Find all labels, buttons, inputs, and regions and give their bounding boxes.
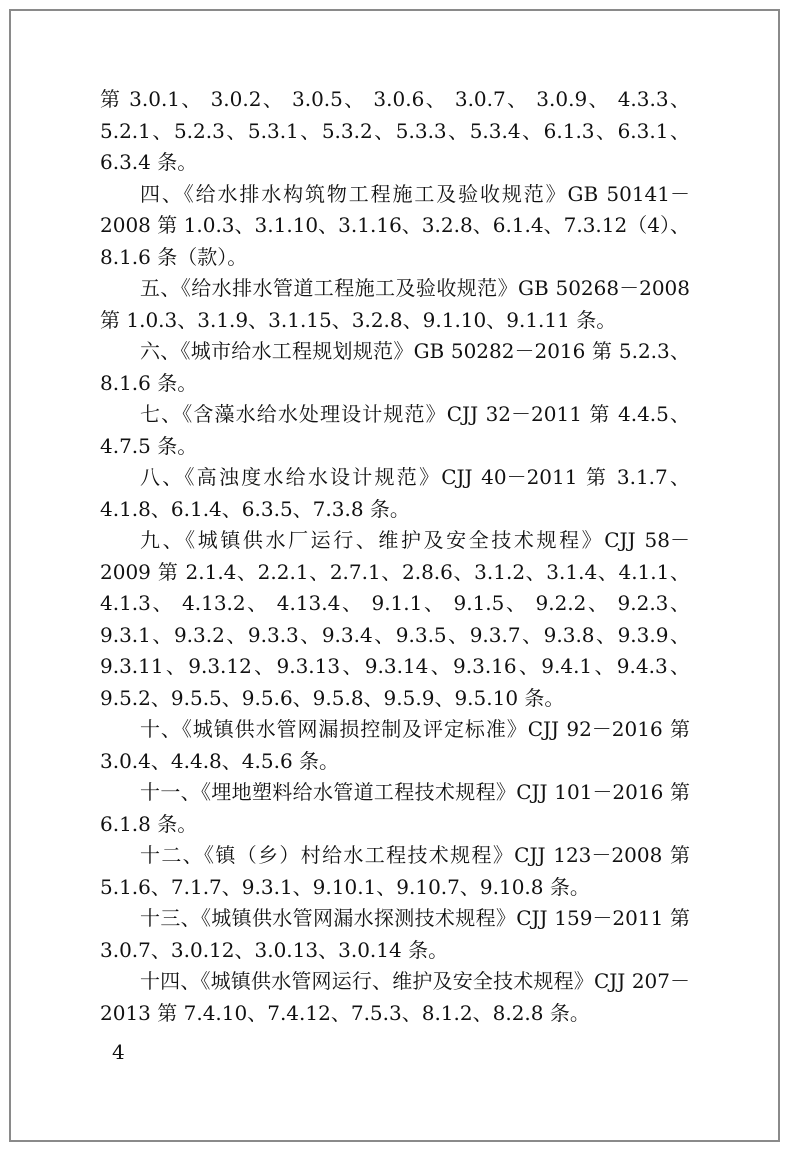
paragraph-item-5 <box>100 273 690 336</box>
text-line: 4.7.5 条。 <box>100 433 198 458</box>
text-line: 8.1.6 条（款）。 <box>100 244 248 269</box>
page-number: 4 <box>112 1040 125 1064</box>
text-line: 九、《城镇供水厂运行、维护及安全技术规程》CJJ 58－ <box>140 528 690 552</box>
paragraph-item-4 <box>100 179 690 274</box>
text-line: 9.3.1、9.3.2、9.3.3、9.3.4、9.3.5、9.3.7、9.3.8、9.3.9、 <box>100 622 690 647</box>
text-line: 第 3.0.1、 3.0.2、 3.0.5、 3.0.6、 3.0.7、 3.0.9、 4.3.3、 <box>100 87 690 111</box>
text-line: 9.5.2、9.5.5、9.5.6、9.5.8、9.5.9、9.5.10 条。 <box>100 685 565 710</box>
text-line: 十二、《镇（乡）村给水工程技术规程》CJJ 123－2008 第 <box>140 843 690 867</box>
paragraph-item-12 <box>100 840 690 903</box>
text-line: 十四、《城镇供水管网运行、维护及安全技术规程》CJJ 207－ <box>140 969 690 993</box>
text-line: 6.1.8 条。 <box>100 811 198 836</box>
paragraph-item-11 <box>100 777 690 840</box>
text-line: 2009 第 2.1.4、2.2.1、2.7.1、2.8.6、3.1.2、3.1.4、4.1.1、 <box>100 559 690 584</box>
paragraph-item-9 <box>100 525 690 714</box>
text-line: 五、《给水排水管道工程施工及验收规范》GB 50268－2008 <box>140 276 690 300</box>
paragraph-item-7 <box>100 399 690 462</box>
text-line: 七、《含藻水给水处理设计规范》CJJ 32－2011 第 4.4.5、 <box>140 402 690 426</box>
text-line: 2013 第 7.4.10、7.4.12、7.5.3、8.1.2、8.2.8 条。 <box>100 1000 590 1025</box>
text-line: 八、《高浊度水给水设计规范》CJJ 40－2011 第 3.1.7、 <box>140 465 690 489</box>
paragraph-item-10 <box>100 714 690 777</box>
text-line: 5.2.1、5.2.3、5.3.1、5.3.2、5.3.3、5.3.4、6.1.3、6.3.1、 <box>100 118 690 143</box>
paragraph-item-8 <box>100 462 690 525</box>
text-line: 六、《城市给水工程规划规范》GB 50282－2016 第 5.2.3、 <box>140 339 690 363</box>
text-line: 3.0.7、3.0.12、3.0.13、3.0.14 条。 <box>100 937 449 962</box>
text-line: 8.1.6 条。 <box>100 370 198 395</box>
text-line: 3.0.4、4.4.8、4.5.6 条。 <box>100 748 340 773</box>
paragraph-continued <box>100 84 690 179</box>
text-line: 9.3.11、9.3.12、9.3.13、9.3.14、9.3.16、9.4.1、9.4.3、 <box>100 654 690 678</box>
text-line: 4.1.3、 4.13.2、 4.13.4、 9.1.1、 9.1.5、 9.2.2、 9.2.3、 <box>100 591 690 615</box>
text-line: 2008 第 1.0.3、3.1.10、3.1.16、3.2.8、6.1.4、7.3.12（4）、 <box>100 213 690 237</box>
text-line: 十三、《城镇供水管网漏水探测技术规程》CJJ 159－2011 第 <box>140 906 690 930</box>
text-line: 4.1.8、6.1.4、6.3.5、7.3.8 条。 <box>100 496 410 521</box>
text-line: 十一、《埋地塑料给水管道工程技术规程》CJJ 101－2016 第 <box>140 780 690 804</box>
paragraph-item-6 <box>100 336 690 399</box>
text-line: 5.1.6、7.1.7、9.3.1、9.10.1、9.10.7、9.10.8 条。 <box>100 874 590 899</box>
document-body <box>100 84 690 1029</box>
paragraph-item-13 <box>100 903 690 966</box>
text-line: 6.3.4 条。 <box>100 150 198 174</box>
text-line: 十、《城镇供水管网漏损控制及评定标准》CJJ 92－2016 第 <box>140 717 690 741</box>
text-line: 第 1.0.3、3.1.9、3.1.15、3.2.8、9.1.10、9.1.11 条。 <box>100 307 617 332</box>
paragraph-item-14 <box>100 966 690 1029</box>
text-line: 四、《给水排水构筑物工程施工及验收规范》GB 50141－ <box>140 181 690 206</box>
